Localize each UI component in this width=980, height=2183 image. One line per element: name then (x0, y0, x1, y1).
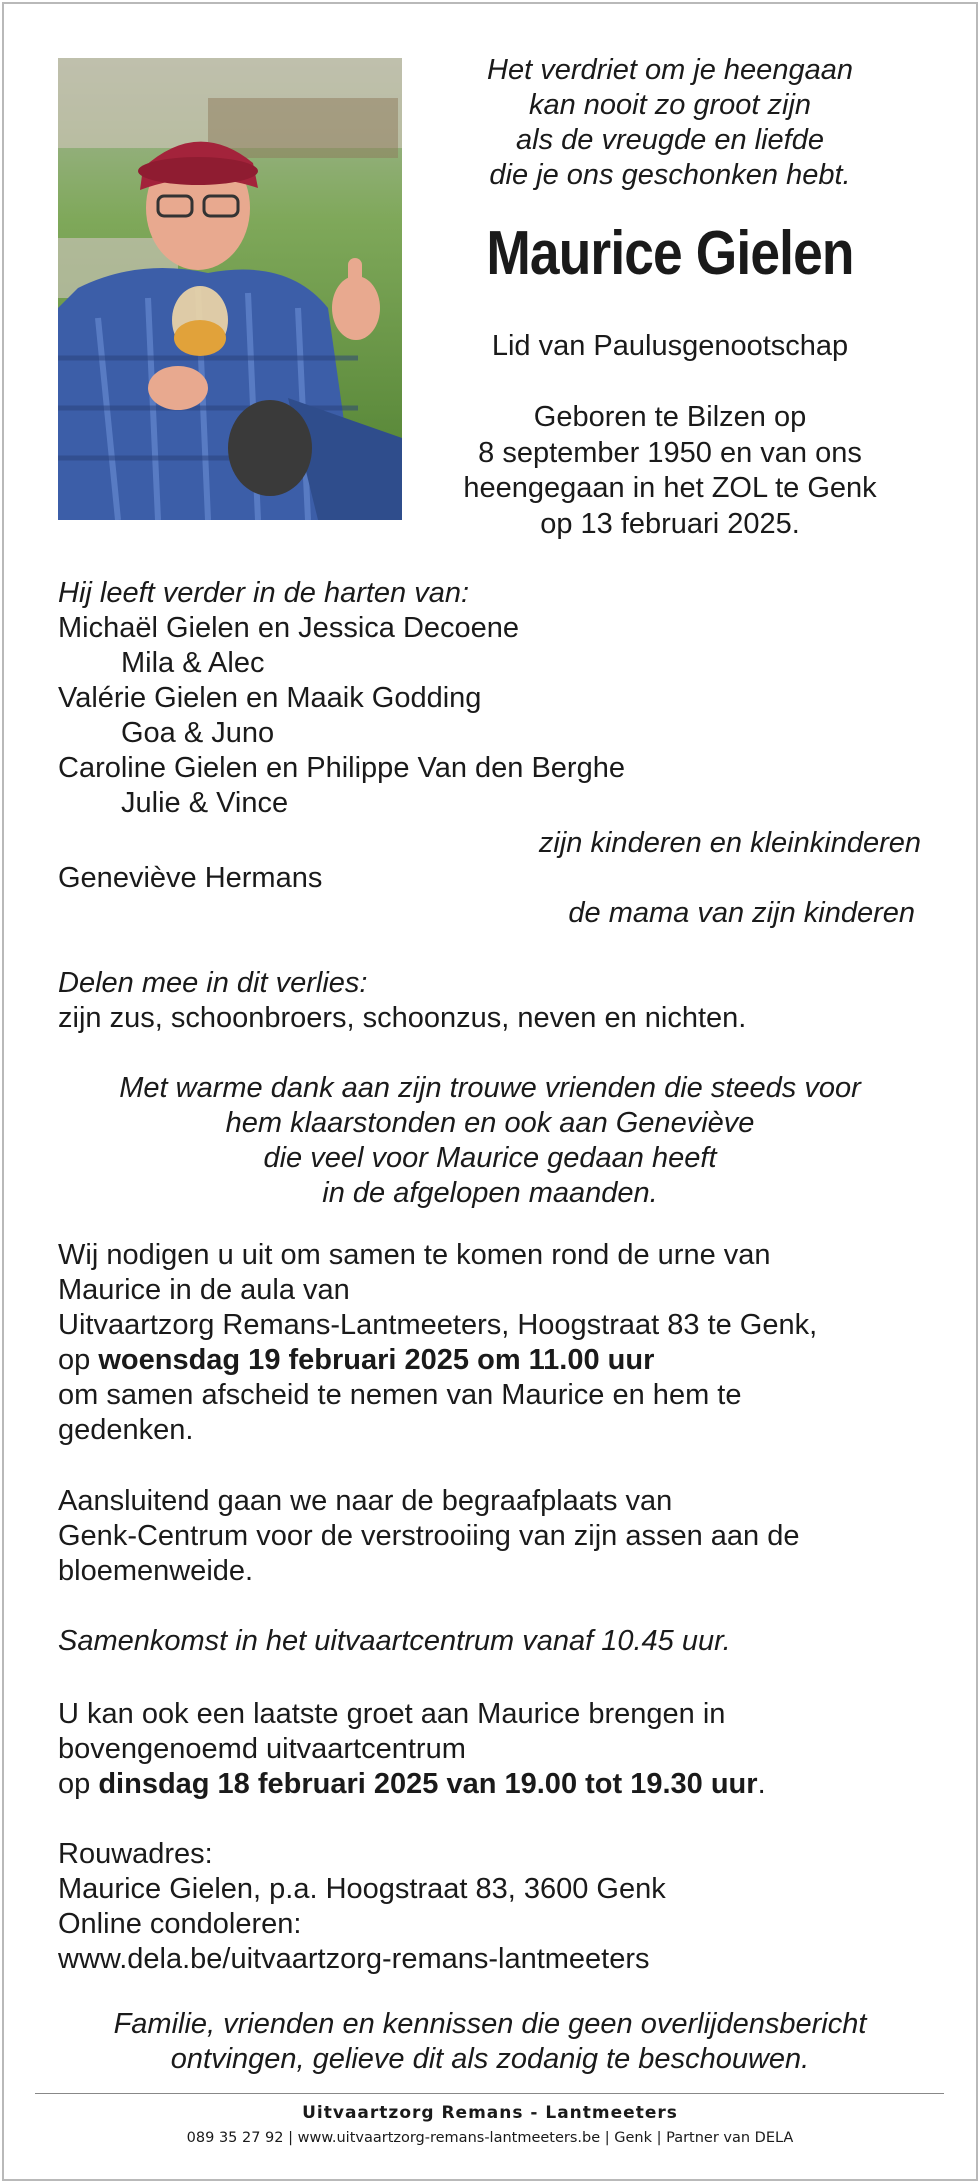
portrait-photo (58, 58, 402, 520)
survivor-line: Michaël Gielen en Jessica Decoene (58, 612, 520, 644)
deceased-name: Maurice Gielen (486, 219, 854, 288)
survivor-line: Julie & Vince (121, 787, 289, 819)
thanks-line: Met warme dank aan zijn trouwe vrienden die steeds voor (119, 1072, 861, 1104)
condolence-label: Online condoleren: (58, 1908, 302, 1940)
survivors-heading: Hij leeft verder in de harten van: (58, 577, 470, 609)
funeral-home-contact: 089 35 27 92 | www.uitvaartzorg-remans-lantmeeters.be | Genk | Partner van DELA (186, 2130, 794, 2146)
portrait-photo-image (58, 58, 402, 520)
birth-death-line: heengegaan in het ZOL te Genk (463, 472, 877, 504)
closing-line: Familie, vrienden en kennissen die geen overlijdensbericht (113, 2008, 867, 2040)
ceremony-invitation (58, 1238, 817, 1448)
birth-death-line: op 13 februari 2025. (540, 507, 800, 540)
address-value: Maurice Gielen, p.a. Hoogstraat 83, 3600 Genk (58, 1873, 666, 1905)
invite-date-line: op woensdag 19 februari 2025 om 11.00 uur (58, 1344, 655, 1376)
poem-line: als de vreugde en liefde (516, 124, 824, 156)
poem-line: die je ons geschonken hebt. (489, 159, 851, 191)
thanks-line: die veel voor Maurice gedaan heeft (263, 1142, 717, 1174)
thanks-line: in de afgelopen maanden. (322, 1177, 658, 1209)
birth-death-info (430, 400, 910, 542)
cemetery-line: Genk-Centrum voor de verstrooiing van zijn assen aan de (58, 1520, 800, 1552)
loss-text: zijn zus, schoonbroers, schoonzus, neven en nichten. (58, 1002, 747, 1034)
survivor-line: Caroline Gielen en Philippe Van den Berghe (58, 752, 625, 784)
loss-section (58, 966, 746, 1036)
condolence-link[interactable]: www.dela.be/uitvaartzorg-remans-lantmeeters (58, 1943, 650, 1975)
closing-line: ontvingen, gelieve dit als zodanig te beschouwen. (170, 2043, 810, 2075)
survivor-line: Valérie Gielen en Maaik Godding (58, 682, 482, 714)
gathering-note: Samenkomst in het uitvaartcentrum vanaf 10.45 uur. (58, 1625, 731, 1657)
survivors-section (58, 576, 625, 821)
invite-line: Uitvaartzorg Remans-Lantmeeters, Hoogstraat 83 te Genk, (58, 1309, 818, 1341)
mother-name: Geneviève Hermans (58, 862, 323, 894)
visitation-datetime: dinsdag 18 februari 2025 van 19.00 tot 19.30 uur (98, 1768, 758, 1800)
poem (430, 53, 910, 193)
cemetery-line: Aansluitend gaan we naar de begraafplaats van (58, 1485, 673, 1517)
cemetery-line: bloemenweide. (58, 1555, 254, 1587)
closing-note (40, 2007, 940, 2077)
invite-line: om samen afscheid te nemen van Maurice en hem te (58, 1379, 742, 1411)
birth-death-line: 8 september 1950 en van ons (478, 436, 862, 469)
mother-label: de mama van zijn kinderen (568, 897, 915, 929)
visit-line: bovengenoemd uitvaartcentrum (58, 1733, 466, 1765)
cemetery-section (58, 1484, 800, 1589)
loss-heading: Delen mee in dit verlies: (58, 967, 368, 999)
membership-line: Lid van Paulusgenootschap (491, 330, 849, 362)
visitation-section (58, 1697, 766, 1802)
birth-death-line: Geboren te Bilzen op (533, 401, 807, 433)
invite-line: Wij nodigen u uit om samen te komen rond de urne van (58, 1239, 771, 1271)
poem-line: Het verdriet om je heengaan (487, 54, 853, 86)
poem-line: kan nooit zo groot zijn (528, 89, 812, 121)
visit-date-line: op dinsdag 18 februari 2025 van 19.00 tot 19.30 uur. (58, 1768, 766, 1800)
address-section (58, 1837, 666, 1977)
ceremony-datetime: woensdag 19 februari 2025 om 11.00 uur (98, 1344, 655, 1376)
funeral-home-name: Uitvaartzorg Remans - Lantmeeters (302, 2103, 678, 2123)
invite-line: Maurice in de aula van (58, 1274, 350, 1306)
footer-divider (35, 2093, 944, 2094)
survivor-line: Goa & Juno (121, 717, 275, 749)
invite-line: gedenken. (58, 1414, 194, 1446)
address-label: Rouwadres: (58, 1838, 213, 1870)
thanks-section (40, 1071, 940, 1211)
visit-line: U kan ook een laatste groet aan Maurice brengen in (58, 1698, 726, 1730)
survivor-line: Mila & Alec (121, 647, 265, 679)
children-label: zijn kinderen en kleinkinderen (538, 827, 921, 859)
thanks-line: hem klaarstonden en ook aan Geneviève (225, 1107, 755, 1139)
